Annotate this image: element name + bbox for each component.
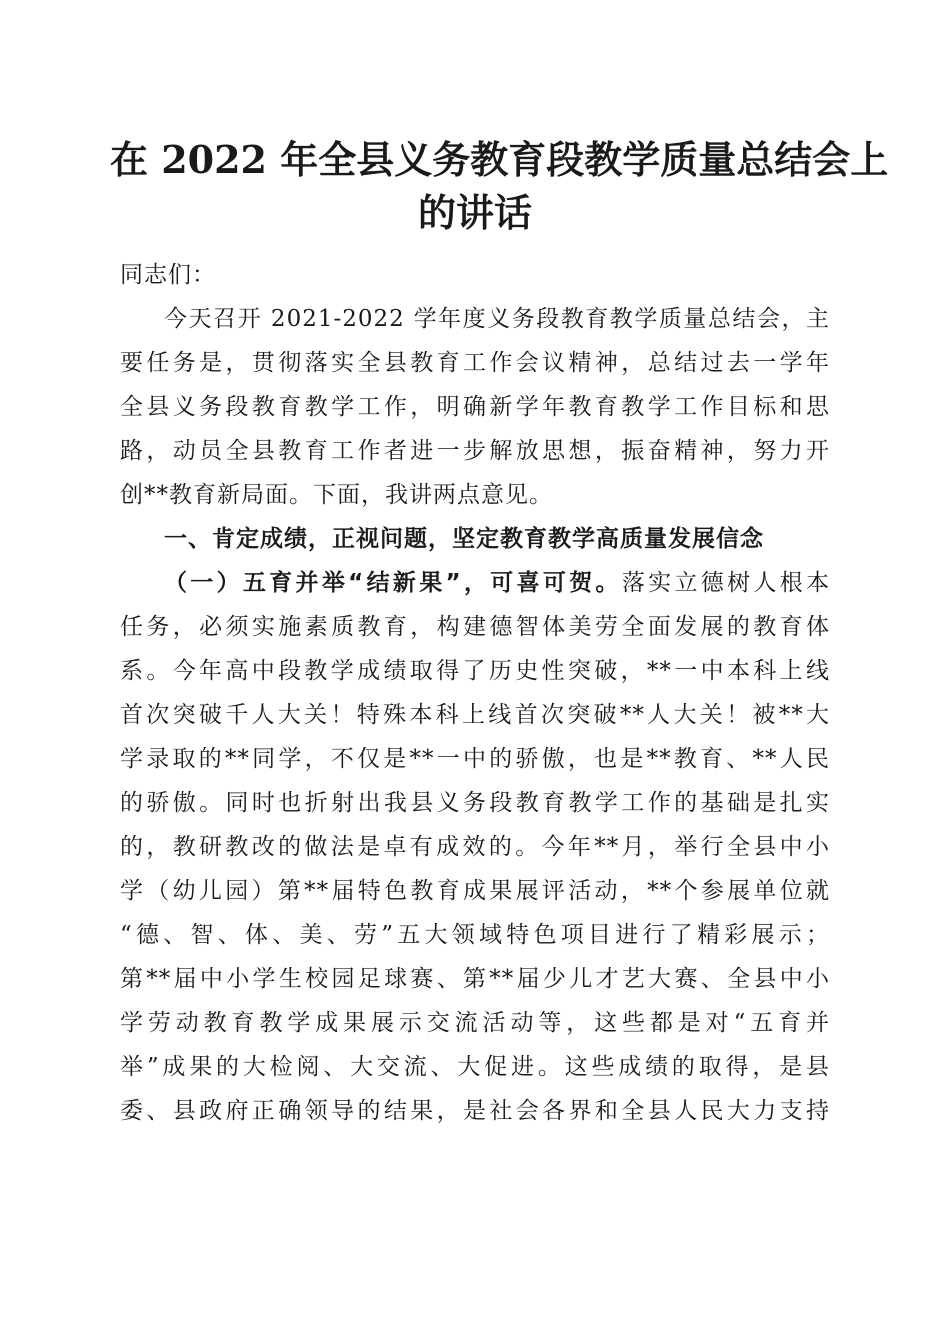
subsection-line: 任务，必须实施素质教育，构建德智体美劳全面发展的教育体 — [120, 614, 830, 640]
title-line-2: 的讲话 — [417, 190, 532, 235]
subsection-line: 第**届中小学生校园足球赛、第**届少儿才艺大赛、全县中小 — [120, 966, 830, 992]
intro-line: 今天召开 2021-2022 学年度义务段教育教学质量总结会，主 — [164, 306, 830, 332]
subsection-line: 学录取的**同学，不仅是**一中的骄傲，也是**教育、**人民 — [120, 746, 830, 772]
subsection-first-line — [120, 561, 830, 605]
subsection-line: 学劳动教育教学成果展示交流活动等，这些都是对“五育并 — [120, 1010, 830, 1036]
document-title — [110, 133, 889, 239]
subsection-line: 的骄傲。同时也折射出我县义务段教育教学工作的基础是扎实 — [120, 790, 830, 816]
subsection-lead: （一）五育并举“结新果”，可喜可贺。 — [164, 570, 622, 596]
intro-line: 全县义务段教育教学工作，明确新学年教育教学工作目标和思 — [120, 394, 830, 420]
subsection-line: 举”成果的大检阅、大交流、大促进。这些成绩的取得，是县 — [120, 1054, 830, 1080]
intro-line: 路，动员全县教育工作者进一步解放思想，振奋精神，努力开 — [120, 438, 830, 464]
subsection-line: 学（幼儿园）第**届特色教育成果展评活动，**个参展单位就 — [120, 878, 830, 904]
document-body — [120, 253, 830, 1133]
intro-line: 创**教育新局面。下面，我讲两点意见。 — [120, 482, 553, 508]
section-heading: 一、肯定成绩，正视问题，坚定教育教学高质量发展信念 — [164, 526, 764, 552]
subsection-line: “德、智、体、美、劳”五大领域特色项目进行了精彩展示； — [120, 922, 830, 948]
subsection-line: 的，教研教改的做法是卓有成效的。今年**月，举行全县中小 — [120, 834, 830, 860]
subsection-line: 系。今年高中段教学成绩取得了历史性突破，**一中本科上线 — [120, 658, 830, 684]
salutation: 同志们： — [120, 262, 216, 288]
subsection-line: 首次突破千人大关！特殊本科上线首次突破**人大关！被**大 — [120, 702, 830, 728]
subsection-first-line-rest: 落实立德树人根本 — [621, 570, 831, 596]
title-line-1: 在 2022 年全县义务教育段教学质量总结会上 — [110, 137, 889, 182]
intro-line: 要任务是，贯彻落实全县教育工作会议精神，总结过去一学年 — [120, 350, 830, 376]
subsection-line: 委、县政府正确领导的结果，是社会各界和全县人民大力支持 — [120, 1098, 830, 1124]
